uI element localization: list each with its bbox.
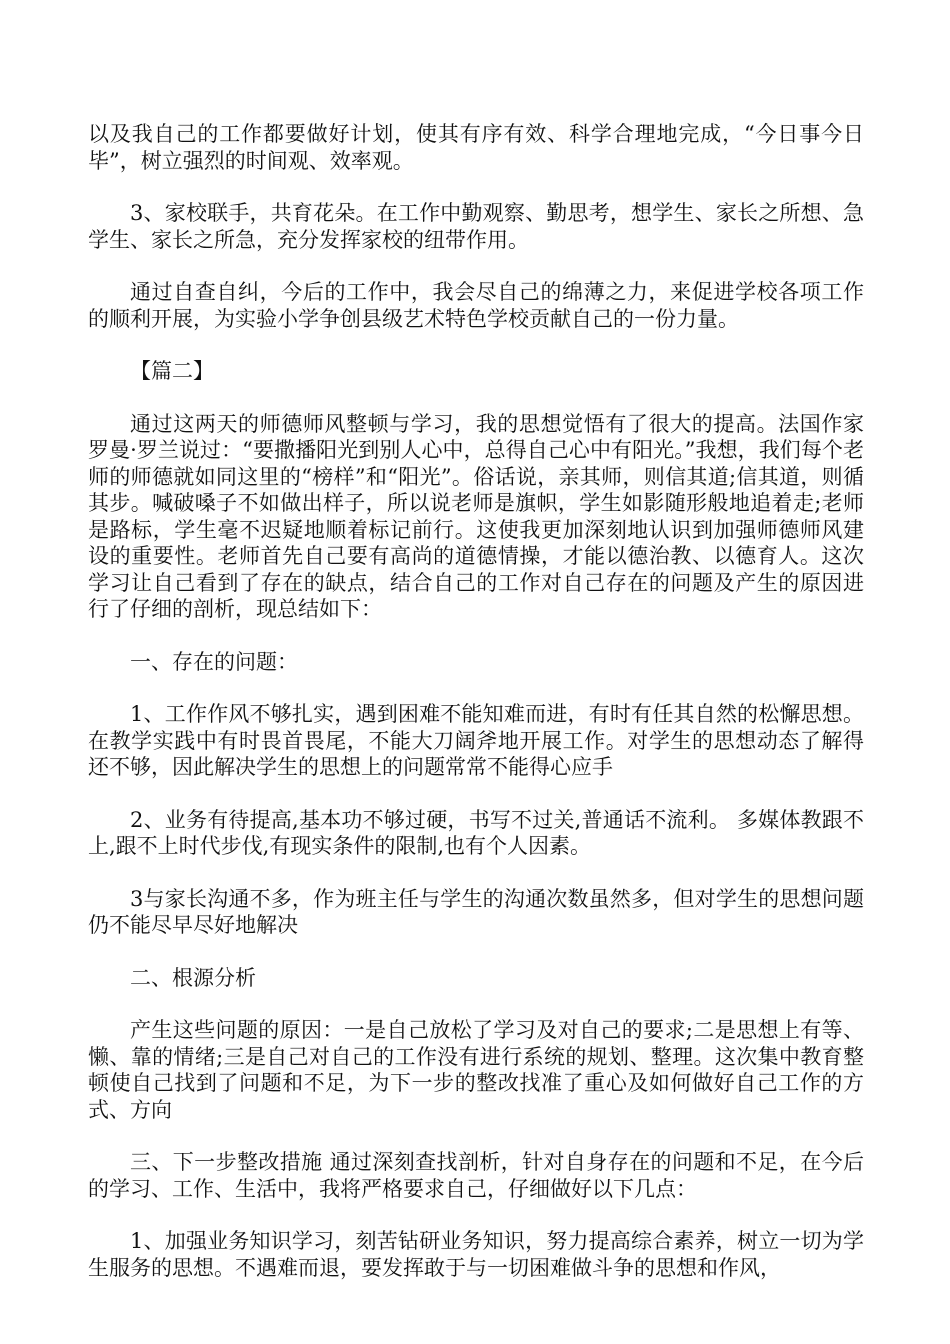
heading-existing-problems: 一、存在的问题：	[130, 649, 298, 674]
paragraph-teacher-ethics-intro: 通过这两天的师德师风整顿与学习，我的思想觉悟有了很大的提高。法国作家罗曼·罗兰说过：“要撒播阳光到别人心中，总得自己心中有阳光。”我想，我们每个老师的师德就如同这里的“榜样”和“阳光”。俗话说，亲其师，则信其道;信其道，则循其步。喊破嗓子不如做出样子，所以说老师是旗帜，学生如影随形般地追着走;老师是路标，学生毫不迟疑地顺着标记前行。这使我更加深刻地认识到加强师德师风建设的重要性。老师首先自己要有高尚的道德情操，才能以德治教、以德育人。这次学习让自己看到了存在的缺点，结合自己的工作对自己存在的问题及产生的原因进行了仔细的剖析，现总结如下：	[88, 411, 864, 621]
paragraph-measure-1: 1、加强业务知识学习，刻苦钻研业务知识，努力提高综合素养，树立一切为学生服务的思想。不遇难而退，要发挥敢于与一切困难做斗争的思想和作风，	[88, 1229, 864, 1280]
paragraph-plan-continuation: 以及我自己的工作都要做好计划，使其有序有效、科学合理地完成，“今日事今日毕”，树立强烈的时间观、效率观。	[88, 122, 864, 173]
heading-root-cause-analysis: 二、根源分析	[130, 965, 256, 990]
paragraph-problem-1: 1、工作作风不够扎实，遇到困难不能知难而进，有时有任其自然的松懈思想。在教学实践中有时畏首畏尾，不能大刀阔斧地开展工作。对学生的思想动态了解得还不够，因此解决学生的思想上的问题常常不能得心应手	[88, 702, 864, 779]
paragraph-problem-2: 2、业务有待提高,基本功不够过硬，书写不过关,普通话不流利。 多媒体教跟不上,跟不上时代步伐,有现实条件的限制,也有个人因素。	[88, 807, 864, 858]
document-page	[88, 121, 864, 1307]
paragraph-home-school: 3、家校联手，共育花朵。在工作中勤观察、勤思考，想学生、家长之所想、急学生、家长之所急，充分发挥家校的纽带作用。	[88, 201, 864, 252]
paragraph-self-check-conclusion: 通过自查自纠，今后的工作中，我会尽自己的绵薄之力，来促进学校各项工作的顺利开展，为实验小学争创县级艺术特色学校贡献自己的一份力量。	[88, 280, 864, 331]
section-heading-part-two: 【篇二】	[130, 359, 214, 383]
heading-next-steps: 三、下一步整改措施 通过深刻查找剖析，针对自身存在的问题和不足，在今后的学习、工作、生活中，我将严格要求自己，仔细做好以下几点：	[88, 1150, 864, 1201]
paragraph-root-causes: 产生这些问题的原因：一是自己放松了学习及对自己的要求;二是思想上有等、懒、靠的情绪;三是自己对自己的工作没有进行系统的规划、整理。这次集中教育整顿使自己找到了问题和不足，为下一步的整改找准了重心及如何做好自己工作的方式、方向	[88, 1018, 864, 1122]
paragraph-problem-3: 3与家长沟通不多，作为班主任与学生的沟通次数虽然多，但对学生的思想问题仍不能尽早尽好地解决	[88, 886, 864, 937]
